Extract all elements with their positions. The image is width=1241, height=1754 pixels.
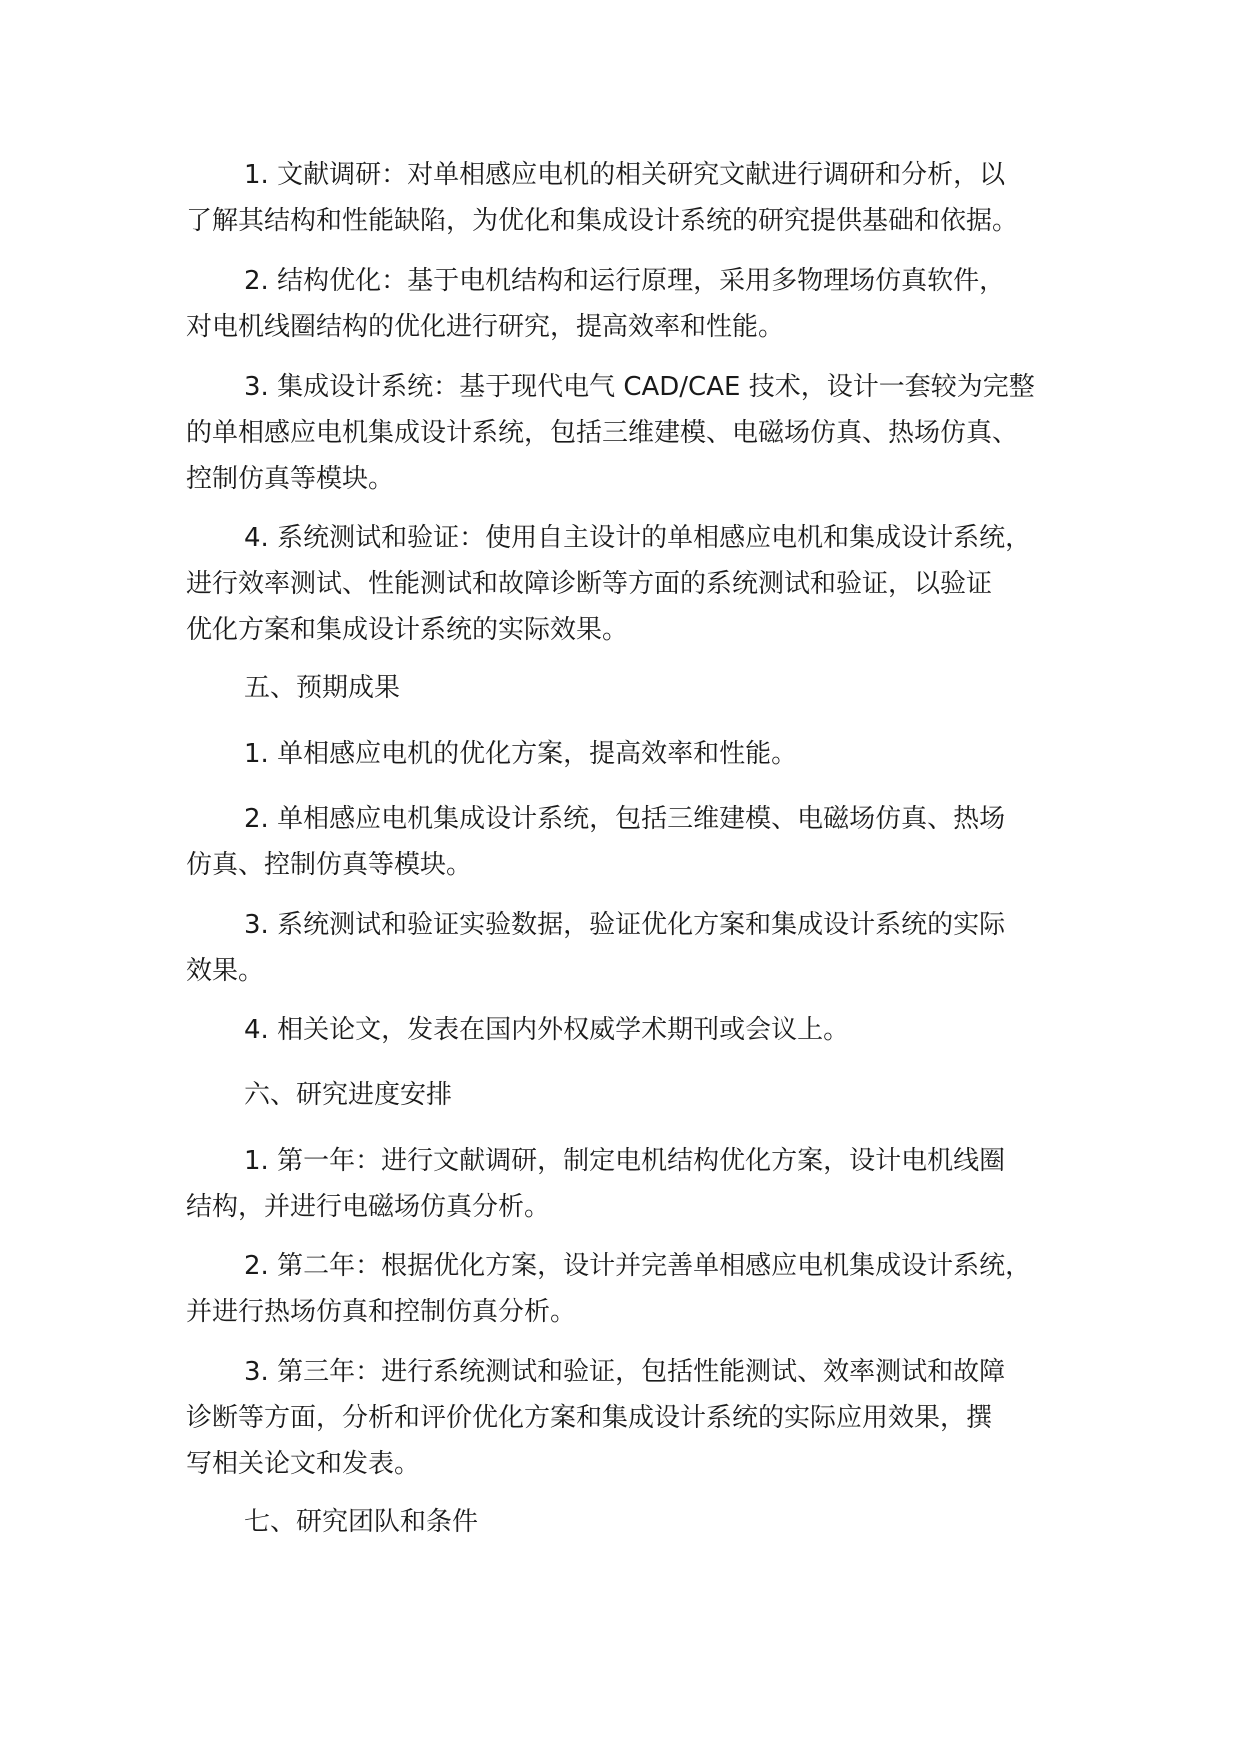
text-line: 1. 第一年：进行文献调研，制定电机结构优化方案，设计电机线圈 [244, 1146, 1006, 1176]
text-line: 仿真、控制仿真等模块。 [186, 850, 473, 880]
text-line: 诊断等方面，分析和评价优化方案和集成设计系统的实际应用效果，撰 [186, 1403, 993, 1433]
text-line: 了解其结构和性能缺陷，为优化和集成设计系统的研究提供基础和依据。 [186, 206, 1019, 236]
text-line: 1. 文献调研：对单相感应电机的相关研究文献进行调研和分析，以 [244, 160, 1006, 190]
text-line: 3. 集成设计系统：基于现代电气 CAD/CAE 技术，设计一套较为完整 [244, 372, 1035, 402]
paragraph-result-3 [186, 902, 1076, 994]
text-line: 写相关论文和发表。 [186, 1449, 421, 1479]
text-line: 1. 单相感应电机的优化方案，提高效率和性能。 [244, 739, 798, 769]
text-line: 2. 第二年：根据优化方案，设计并完善单相感应电机集成设计系统， [244, 1251, 1032, 1281]
section-heading-schedule [186, 1072, 1076, 1118]
paragraph-result-2 [186, 796, 1076, 888]
paragraph-literature-review [186, 152, 1076, 244]
text-line: 进行效率测试、性能测试和故障诊断等方面的系统测试和验证，以验证 [186, 569, 993, 599]
text-line: 的单相感应电机集成设计系统，包括三维建模、电磁场仿真、热场仿真、 [186, 418, 1019, 448]
section-heading-team [186, 1499, 1076, 1545]
text-line: 控制仿真等模块。 [186, 464, 395, 494]
section-heading: 五、预期成果 [244, 673, 401, 703]
text-line: 优化方案和集成设计系统的实际效果。 [186, 615, 629, 645]
text-line: 结构，并进行电磁场仿真分析。 [186, 1192, 551, 1222]
text-line: 4. 相关论文，发表在国内外权威学术期刊或会议上。 [244, 1015, 850, 1045]
text-line: 3. 第三年：进行系统测试和验证，包括性能测试、效率测试和故障 [244, 1357, 1006, 1387]
paragraph-result-1 [186, 731, 1076, 777]
paragraph-integrated-design-system [186, 364, 1076, 502]
text-line: 2. 结构优化：基于电机结构和运行原理，采用多物理场仿真软件， [244, 266, 1006, 296]
paragraph-system-testing [186, 515, 1076, 653]
section-heading: 七、研究团队和条件 [244, 1507, 479, 1537]
text-line: 并进行热场仿真和控制仿真分析。 [186, 1297, 577, 1327]
section-heading: 六、研究进度安排 [244, 1080, 453, 1110]
paragraph-year-2 [186, 1243, 1076, 1335]
text-line: 3. 系统测试和验证实验数据，验证优化方案和集成设计系统的实际 [244, 910, 1006, 940]
text-line: 2. 单相感应电机集成设计系统，包括三维建模、电磁场仿真、热场 [244, 804, 1006, 834]
paragraph-year-1 [186, 1138, 1076, 1230]
text-line: 对电机线圈结构的优化进行研究，提高效率和性能。 [186, 312, 785, 342]
text-line: 4. 系统测试和验证：使用自主设计的单相感应电机和集成设计系统， [244, 523, 1032, 553]
paragraph-year-3 [186, 1349, 1076, 1487]
paragraph-result-4 [186, 1007, 1076, 1053]
text-line: 效果。 [186, 956, 265, 986]
section-heading-expected-results [186, 665, 1076, 711]
paragraph-structure-optimization [186, 258, 1076, 350]
